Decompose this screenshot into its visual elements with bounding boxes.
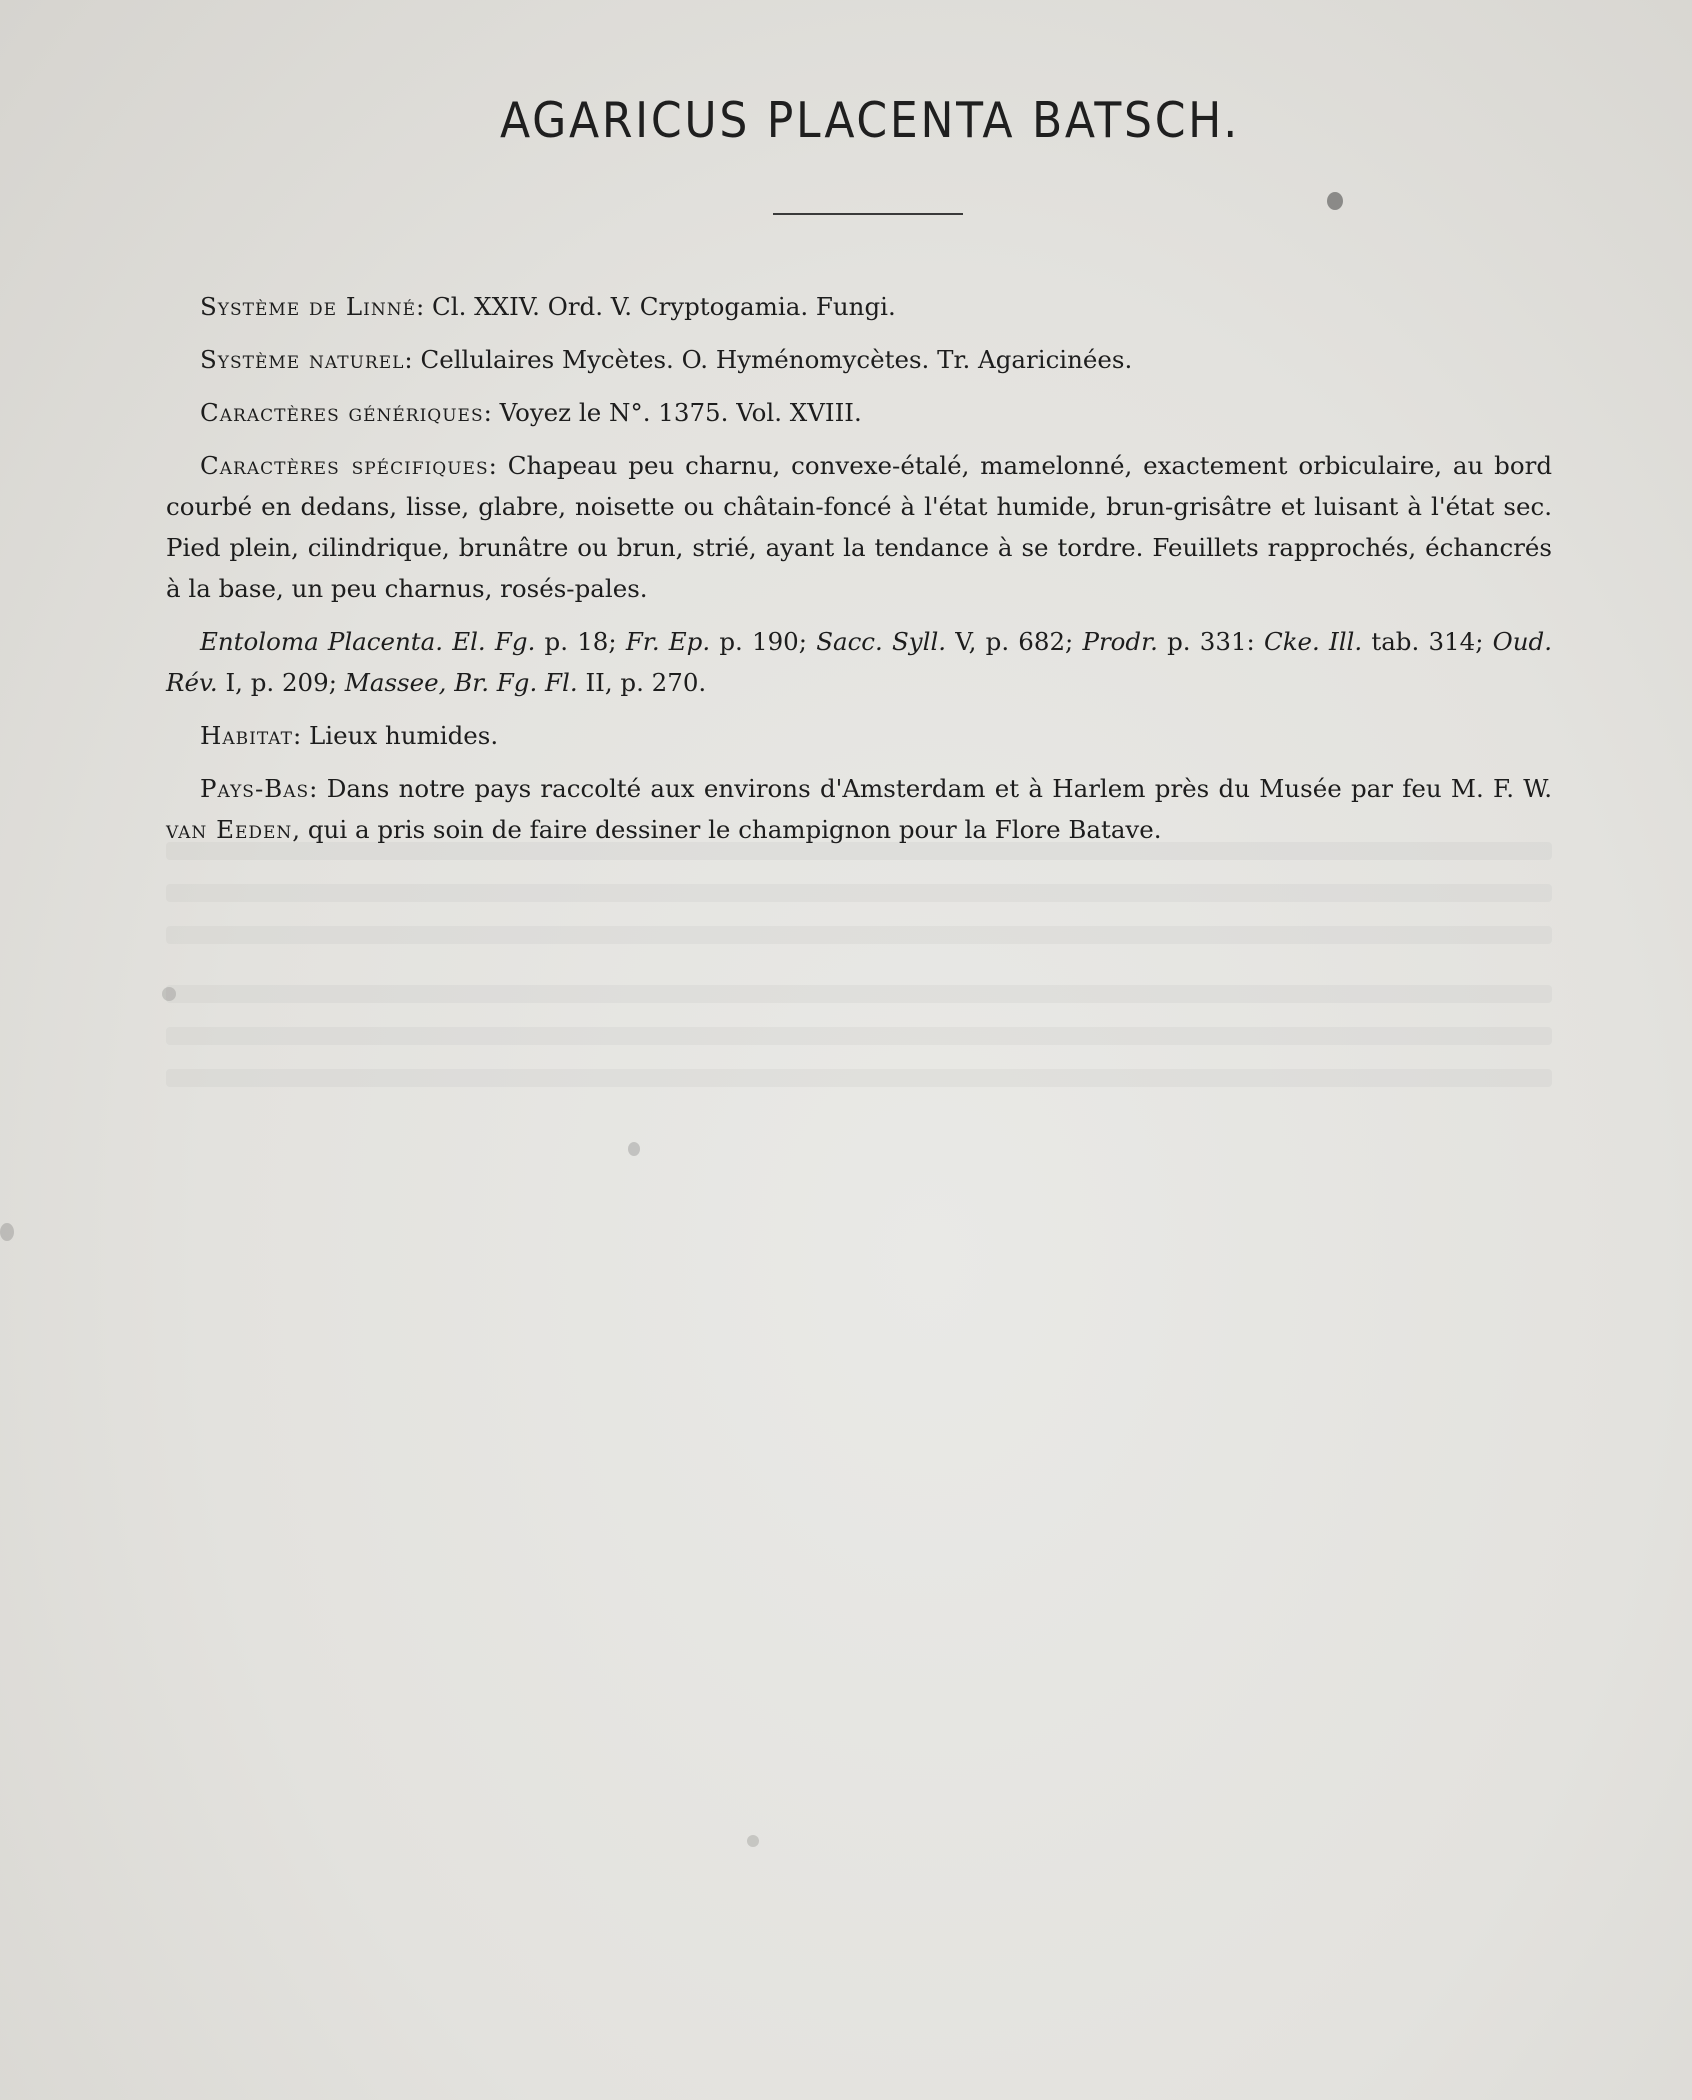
paragraph-pays-bas xyxy=(166,768,1552,850)
label-habitat: Habitat xyxy=(200,721,293,750)
paragraph-references xyxy=(166,621,1552,703)
paper-spot xyxy=(747,1835,759,1847)
ref-saccardo: Sacc. Syll. xyxy=(816,627,947,656)
ref-massee: Massee, Br. Fg. Fl. xyxy=(344,668,578,697)
text-pays-bas: : Dans notre pays raccolté aux environs d'Amsterdam et à Harlem près du Musée par feu M. F. W. xyxy=(309,774,1552,803)
page-title: AGARICUS PLACENTA BATSCH. xyxy=(499,92,1240,149)
bleed-through-line xyxy=(166,884,1552,902)
ref-text: tab. 314; xyxy=(1362,627,1493,656)
paragraph-linne xyxy=(166,286,1552,327)
label-caracteres-specifiques: Caractères spécifiques xyxy=(200,451,489,480)
text-caracteres-specifiques: : Chapeau peu charnu, convexe-étalé, mamelonné, exactement orbiculaire, au bord courbé en dedans, lisse, glabre, noisette ou châtain-foncé à l'état humide, brun-grisâtre et luisant à l'état sec. Pied plein, cilindrique, brunâtre ou brun, strié, ayant la tendance à se tordre. Feuillets rapprochés, échancrés à la base, un peu charnus, rosés-pales. xyxy=(166,451,1553,603)
paper-spot xyxy=(1327,192,1343,210)
paragraph-caracteres-generiques xyxy=(166,392,1552,433)
bleed-through-line xyxy=(166,1069,1552,1087)
ref-text: p. 331: xyxy=(1157,627,1264,656)
ref-text: p. 18; xyxy=(535,627,626,656)
paper-spot xyxy=(162,987,176,1001)
ref-cooke: Cke. Ill. xyxy=(1263,627,1363,656)
paragraph-systeme-naturel xyxy=(166,339,1552,380)
text-pays-bas-end: , qui a pris soin de faire dessiner le champignon pour la Flore Batave. xyxy=(292,815,1162,844)
text-linne: : Cl. XXIV. Ord. V. Cryptogamia. Fungi. xyxy=(415,292,896,321)
text-caracteres-generiques: : Voyez le N°. 1375. Vol. XVIII. xyxy=(483,398,862,427)
bleed-through-line xyxy=(166,1027,1552,1045)
label-systeme-naturel: Système naturel xyxy=(200,345,405,374)
label-caracteres-generiques: Caractères génériques xyxy=(200,398,484,427)
label-linne: Système de Linné xyxy=(200,292,416,321)
ref-text: V, p. 682; xyxy=(946,627,1083,656)
label-pays-bas: Pays-Bas xyxy=(200,774,310,803)
text-systeme-naturel: : Cellulaires Mycètes. O. Hyménomycètes. Tr. Agaricinées. xyxy=(404,345,1133,374)
ref-fries: Fr. Ep. xyxy=(625,627,711,656)
paragraph-habitat xyxy=(166,715,1552,756)
ref-prodromus: Prodr. xyxy=(1082,627,1158,656)
ref-text: II, p. 270. xyxy=(577,668,707,697)
title-divider xyxy=(773,213,963,215)
ref-oudemans: Oud. Rév. xyxy=(166,627,1552,697)
paragraph-caracteres-specifiques xyxy=(166,445,1552,609)
paper-spot xyxy=(628,1142,640,1156)
paper-spot xyxy=(0,1223,14,1241)
ref-text: I, p. 209; xyxy=(217,668,345,697)
ref-text: p. 190; xyxy=(710,627,817,656)
bleed-through-line xyxy=(166,926,1552,944)
ref-entoloma: Entoloma Placenta. El. Fg. xyxy=(200,627,536,656)
description-body xyxy=(166,286,1552,862)
bleed-through-line xyxy=(166,985,1552,1003)
person-name: van Eeden xyxy=(166,815,293,844)
text-habitat: : Lieux humides. xyxy=(292,721,499,750)
